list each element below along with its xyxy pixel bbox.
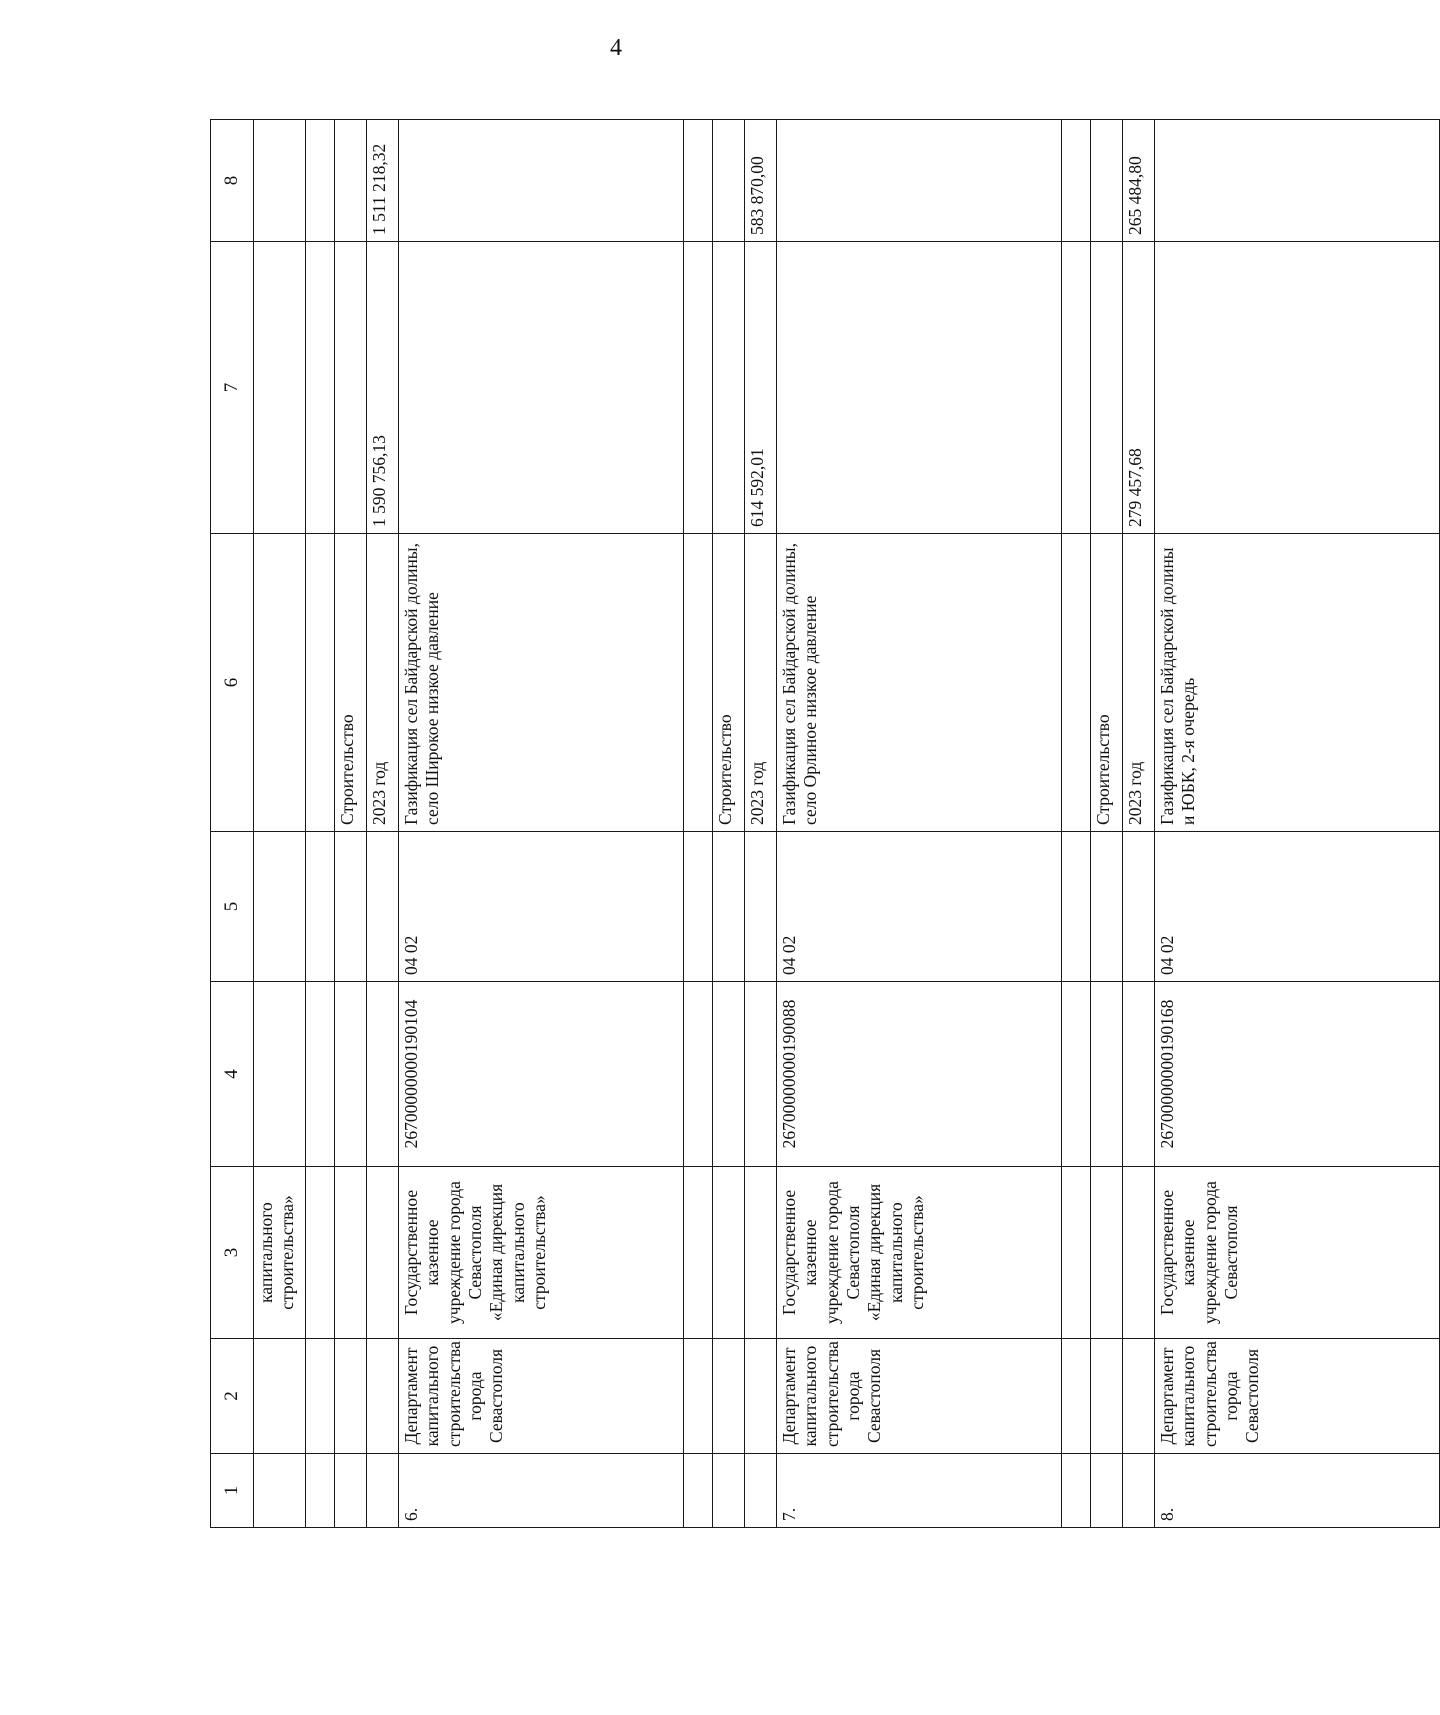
table-cell-c2 bbox=[367, 1339, 399, 1454]
table-cell-c2: Департамент капитального строительства города Севастополя bbox=[399, 1339, 684, 1454]
table-row-item bbox=[1155, 120, 1440, 1528]
table-cell-c7: 279 457,68 bbox=[1123, 242, 1155, 534]
header-cell: 6 bbox=[211, 534, 254, 832]
table-cell-c3 bbox=[335, 1167, 367, 1339]
table-cell-c6: 2023 год bbox=[745, 534, 777, 832]
table-row-item bbox=[777, 120, 1062, 1528]
table-cell-c8 bbox=[306, 120, 335, 242]
table-cell-c8 bbox=[1062, 120, 1091, 242]
table-cell-c6 bbox=[684, 534, 713, 832]
table-cell-c3 bbox=[713, 1167, 745, 1339]
table-header-row bbox=[211, 120, 254, 1528]
table-cell-c2 bbox=[713, 1339, 745, 1454]
table-cell-c1: 6. bbox=[399, 1454, 684, 1528]
table-row-spacer bbox=[306, 120, 335, 1528]
table-cell-c6: Газификация сел Байдарской долины и ЮБК, 2-я очередь bbox=[1155, 534, 1440, 832]
table-cell-c5 bbox=[1091, 832, 1123, 982]
header-cell: 7 bbox=[211, 242, 254, 534]
table-cell-c8 bbox=[713, 120, 745, 242]
table-cell-c2 bbox=[335, 1339, 367, 1454]
table-cell-c4 bbox=[713, 982, 745, 1167]
table-cell-c3: капитального строительства» bbox=[254, 1167, 306, 1339]
table-row-item bbox=[399, 120, 684, 1528]
table-cell-c4 bbox=[335, 982, 367, 1167]
table-cell-c1: 8. bbox=[1155, 1454, 1440, 1528]
header-cell: 4 bbox=[211, 982, 254, 1167]
header-cell: 2 bbox=[211, 1339, 254, 1454]
table-cell-c1 bbox=[1062, 1454, 1091, 1528]
table-cell-c4 bbox=[1062, 982, 1091, 1167]
table-cell-c3: Государственное казенное учреждение города Севастополя «Единая дирекция капитального строительства» bbox=[399, 1167, 684, 1339]
header-cell: 3 bbox=[211, 1167, 254, 1339]
page-number: 4 bbox=[610, 35, 622, 61]
header-cell: 8 bbox=[211, 120, 254, 242]
table-cell-c2 bbox=[1091, 1339, 1123, 1454]
table-cell-c8 bbox=[254, 120, 306, 242]
table-cell-c8: 1 511 218,32 bbox=[367, 120, 399, 242]
table-cell-c7 bbox=[713, 242, 745, 534]
table-cell-c8 bbox=[335, 120, 367, 242]
table-cell-c1 bbox=[1091, 1454, 1123, 1528]
table-cell-c7 bbox=[1062, 242, 1091, 534]
table-cell-c5 bbox=[306, 832, 335, 982]
table-cell-c5: 04 02 bbox=[777, 832, 1062, 982]
table-cell-c7 bbox=[254, 242, 306, 534]
table-cell-c3 bbox=[306, 1167, 335, 1339]
table-cell-c7 bbox=[1155, 242, 1440, 534]
table-cell-c6 bbox=[306, 534, 335, 832]
table-cell-c4 bbox=[1123, 982, 1155, 1167]
table-cell-c2 bbox=[254, 1339, 306, 1454]
table-cell-c8 bbox=[777, 120, 1062, 242]
table-cell-c2: Департамент капитального строительства города Севастополя bbox=[777, 1339, 1062, 1454]
table-cell-c8: 583 870,00 bbox=[745, 120, 777, 242]
table-cell-c6: Строительство bbox=[713, 534, 745, 832]
table-cell-c7 bbox=[777, 242, 1062, 534]
header-cell: 5 bbox=[211, 832, 254, 982]
table-cell-c3: Государственное казенное учреждение города Севастополя «Единая дирекция капитального строительства» bbox=[777, 1167, 1062, 1339]
table-cell-c7 bbox=[399, 242, 684, 534]
table-cell-c4 bbox=[745, 982, 777, 1167]
table-cell-c3 bbox=[745, 1167, 777, 1339]
table-cell-c7 bbox=[1091, 242, 1123, 534]
table-cell-c6: Газификация сел Байдарской долины, село Орлиное низкое давление bbox=[777, 534, 1062, 832]
table-cell-c8 bbox=[399, 120, 684, 242]
table-row-year bbox=[1123, 120, 1155, 1528]
table-cell-c8 bbox=[684, 120, 713, 242]
table-row-subtitle bbox=[1091, 120, 1123, 1528]
table-cell-c4 bbox=[254, 982, 306, 1167]
table-cell-c4: 26700000000190088 bbox=[777, 982, 1062, 1167]
table-cell-c6: Газификация сел Байдарской долины, село Широкое низкое давление bbox=[399, 534, 684, 832]
table-cell-c7 bbox=[684, 242, 713, 534]
table-cell-c2 bbox=[1062, 1339, 1091, 1454]
table-cell-c3 bbox=[684, 1167, 713, 1339]
table-cell-c5 bbox=[684, 832, 713, 982]
table-row-subtitle bbox=[713, 120, 745, 1528]
table-row-spacer bbox=[684, 120, 713, 1528]
table-cell-c4: 26700000000190168 bbox=[1155, 982, 1440, 1167]
table-cell-c8: 265 484,80 bbox=[1123, 120, 1155, 242]
table-cell-c6: Строительство bbox=[335, 534, 367, 832]
table-cell-c3 bbox=[1123, 1167, 1155, 1339]
table-cell-c4 bbox=[1091, 982, 1123, 1167]
table-cell-c4: 26700000000190104 bbox=[399, 982, 684, 1167]
table-cell-c1: 7. bbox=[777, 1454, 1062, 1528]
table-cell-c5 bbox=[713, 832, 745, 982]
table-cell-c1 bbox=[745, 1454, 777, 1528]
table-cell-c3 bbox=[367, 1167, 399, 1339]
table-cell-c1 bbox=[713, 1454, 745, 1528]
table-cell-c5: 04 02 bbox=[399, 832, 684, 982]
budget-table-rotated bbox=[210, 120, 1263, 1528]
table-cell-c2 bbox=[306, 1339, 335, 1454]
table-cell-c2: Департамент капитального строительства города Севастополя bbox=[1155, 1339, 1440, 1454]
table-cell-c5 bbox=[1062, 832, 1091, 982]
table-row-subtitle bbox=[335, 120, 367, 1528]
table-cell-c1 bbox=[684, 1454, 713, 1528]
table-cell-c2 bbox=[745, 1339, 777, 1454]
table-cell-c3 bbox=[1091, 1167, 1123, 1339]
table-cell-c3: Государственное казенное учреждение города Севастополя bbox=[1155, 1167, 1440, 1339]
table-cell-c2 bbox=[684, 1339, 713, 1454]
table-cell-c1 bbox=[335, 1454, 367, 1528]
table-row-year bbox=[367, 120, 399, 1528]
table-cell-c5 bbox=[367, 832, 399, 982]
budget-table bbox=[210, 119, 1440, 1528]
table-cell-c4 bbox=[684, 982, 713, 1167]
table-cell-c8 bbox=[1155, 120, 1440, 242]
table-cell-c4 bbox=[367, 982, 399, 1167]
table-cell-c1 bbox=[367, 1454, 399, 1528]
table-cell-c1 bbox=[306, 1454, 335, 1528]
table-cell-c5 bbox=[745, 832, 777, 982]
table-cell-c2 bbox=[1123, 1339, 1155, 1454]
table-cell-c6: 2023 год bbox=[367, 534, 399, 832]
table-cell-c7 bbox=[335, 242, 367, 534]
header-cell: 1 bbox=[211, 1454, 254, 1528]
table-cell-c7: 1 590 756,13 bbox=[367, 242, 399, 534]
table-cell-c6: Строительство bbox=[1091, 534, 1123, 832]
table-cell-c4 bbox=[306, 982, 335, 1167]
table-cell-c6 bbox=[1062, 534, 1091, 832]
table-row-year bbox=[745, 120, 777, 1528]
table-cell-c7 bbox=[306, 242, 335, 534]
table-row-continuation bbox=[254, 120, 306, 1528]
table-cell-c5: 04 02 bbox=[1155, 832, 1440, 982]
table-cell-c5 bbox=[254, 832, 306, 982]
table-cell-c1 bbox=[254, 1454, 306, 1528]
table-cell-c6 bbox=[254, 534, 306, 832]
table-cell-c5 bbox=[1123, 832, 1155, 982]
table-cell-c1 bbox=[1123, 1454, 1155, 1528]
table-cell-c8 bbox=[1091, 120, 1123, 242]
table-cell-c7: 614 592,01 bbox=[745, 242, 777, 534]
table-cell-c6: 2023 год bbox=[1123, 534, 1155, 832]
table-cell-c5 bbox=[335, 832, 367, 982]
table-row-spacer bbox=[1062, 120, 1091, 1528]
table-cell-c3 bbox=[1062, 1167, 1091, 1339]
